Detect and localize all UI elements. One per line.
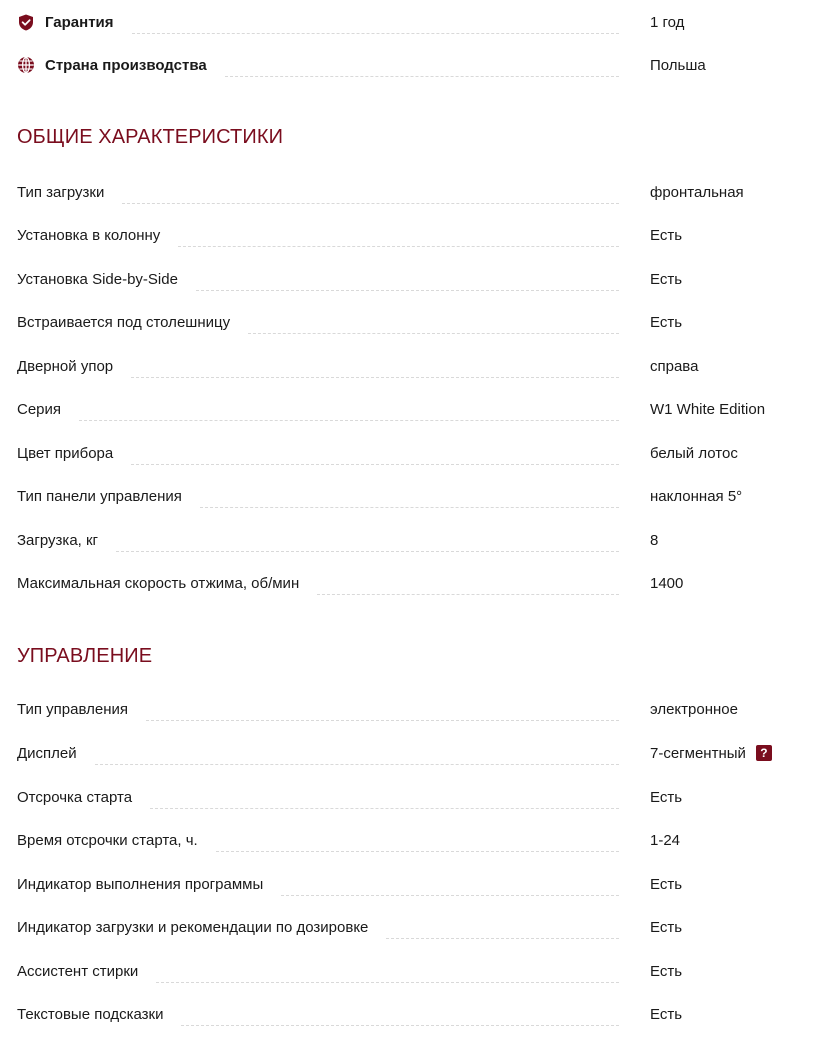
shield-check-icon bbox=[17, 13, 35, 31]
spec-value: Есть bbox=[650, 788, 683, 806]
spec-value: 1 год bbox=[650, 13, 685, 31]
spec-row bbox=[17, 828, 816, 852]
spec-row bbox=[17, 571, 816, 595]
dotted-leader bbox=[95, 763, 619, 765]
spec-value: W1 White Edition bbox=[650, 400, 766, 418]
spec-row-display bbox=[17, 741, 816, 765]
spec-value: 1400 bbox=[650, 574, 684, 592]
spec-row-country bbox=[17, 53, 816, 77]
spec-row bbox=[17, 915, 816, 939]
spec-label: Цвет прибора bbox=[17, 444, 114, 462]
spec-row bbox=[17, 310, 816, 334]
spec-row-warranty bbox=[17, 10, 816, 34]
globe-icon bbox=[17, 56, 35, 74]
spec-label: Гарантия bbox=[45, 13, 114, 31]
spec-row bbox=[17, 484, 816, 508]
spec-value: Есть bbox=[650, 270, 683, 288]
spec-value: Есть bbox=[650, 875, 683, 893]
spec-label: Страна производства bbox=[45, 56, 207, 74]
dotted-leader bbox=[116, 550, 619, 552]
spec-label: Загрузка, кг bbox=[17, 531, 99, 549]
spec-value: Польша bbox=[650, 56, 706, 74]
spec-row bbox=[17, 528, 816, 552]
spec-row bbox=[17, 180, 816, 204]
spec-row bbox=[17, 354, 816, 378]
spec-value: электронное bbox=[650, 700, 738, 718]
spec-label: Тип загрузки bbox=[17, 183, 105, 201]
spec-row bbox=[17, 959, 816, 983]
dotted-leader bbox=[79, 419, 619, 421]
spec-label: Серия bbox=[17, 400, 62, 418]
spec-value: Есть bbox=[650, 313, 683, 331]
spec-label: Отсрочка старта bbox=[17, 788, 133, 806]
spec-label: Индикатор загрузки и рекомендации по дозировке bbox=[17, 918, 369, 936]
spec-row bbox=[17, 697, 816, 721]
dotted-leader bbox=[122, 202, 619, 204]
spec-row bbox=[17, 1002, 816, 1026]
spec-label: Установка в колонну bbox=[17, 226, 161, 244]
spec-label: Тип панели управления bbox=[17, 487, 182, 505]
spec-label: Текстовые подсказки bbox=[17, 1005, 164, 1023]
spec-value: 8 bbox=[650, 531, 659, 549]
spec-row bbox=[17, 872, 816, 896]
spec-row bbox=[17, 267, 816, 291]
spec-row bbox=[17, 397, 816, 421]
dotted-leader bbox=[386, 937, 619, 939]
spec-value: 7-сегментный bbox=[650, 744, 746, 762]
spec-value: Есть bbox=[650, 1005, 683, 1023]
spec-row bbox=[17, 223, 816, 247]
dotted-leader bbox=[281, 894, 619, 896]
spec-value: справа bbox=[650, 357, 699, 375]
spec-row bbox=[17, 441, 816, 465]
spec-label: Максимальная скорость отжима, об/мин bbox=[17, 574, 300, 592]
dotted-leader bbox=[181, 1024, 619, 1026]
spec-label: Тип управления bbox=[17, 700, 128, 718]
dotted-leader bbox=[178, 245, 619, 247]
spec-value: 1-24 bbox=[650, 831, 681, 849]
dotted-leader bbox=[196, 289, 619, 291]
spec-value: фронтальная bbox=[650, 183, 744, 201]
dotted-leader bbox=[225, 75, 619, 77]
spec-value: Есть bbox=[650, 226, 683, 244]
spec-label: Время отсрочки старта, ч. bbox=[17, 831, 198, 849]
spec-label: Встраивается под столешницу bbox=[17, 313, 231, 331]
spec-label: Ассистент стирки bbox=[17, 962, 139, 980]
dotted-leader bbox=[156, 981, 619, 983]
spec-value: наклонная 5° bbox=[650, 487, 743, 505]
spec-value: Есть bbox=[650, 918, 683, 936]
section-title-control: УПРАВЛЕНИЕ bbox=[17, 645, 153, 667]
dotted-leader bbox=[317, 593, 619, 595]
dotted-leader bbox=[132, 32, 619, 34]
spec-row bbox=[17, 785, 816, 809]
help-icon[interactable]: ? bbox=[756, 745, 772, 761]
spec-value: белый лотос bbox=[650, 444, 738, 462]
dotted-leader bbox=[131, 463, 619, 465]
spec-label: Индикатор выполнения программы bbox=[17, 875, 264, 893]
dotted-leader bbox=[146, 719, 619, 721]
spec-value: Есть bbox=[650, 962, 683, 980]
dotted-leader bbox=[131, 376, 619, 378]
spec-label: Установка Side-by-Side bbox=[17, 270, 178, 288]
dotted-leader bbox=[150, 807, 619, 809]
spec-label: Дверной упор bbox=[17, 357, 114, 375]
dotted-leader bbox=[216, 850, 619, 852]
dotted-leader bbox=[248, 332, 619, 334]
dotted-leader bbox=[200, 506, 619, 508]
section-title-general: ОБЩИЕ ХАРАКТЕРИСТИКИ bbox=[17, 126, 284, 148]
spec-label: Дисплей bbox=[17, 744, 77, 762]
